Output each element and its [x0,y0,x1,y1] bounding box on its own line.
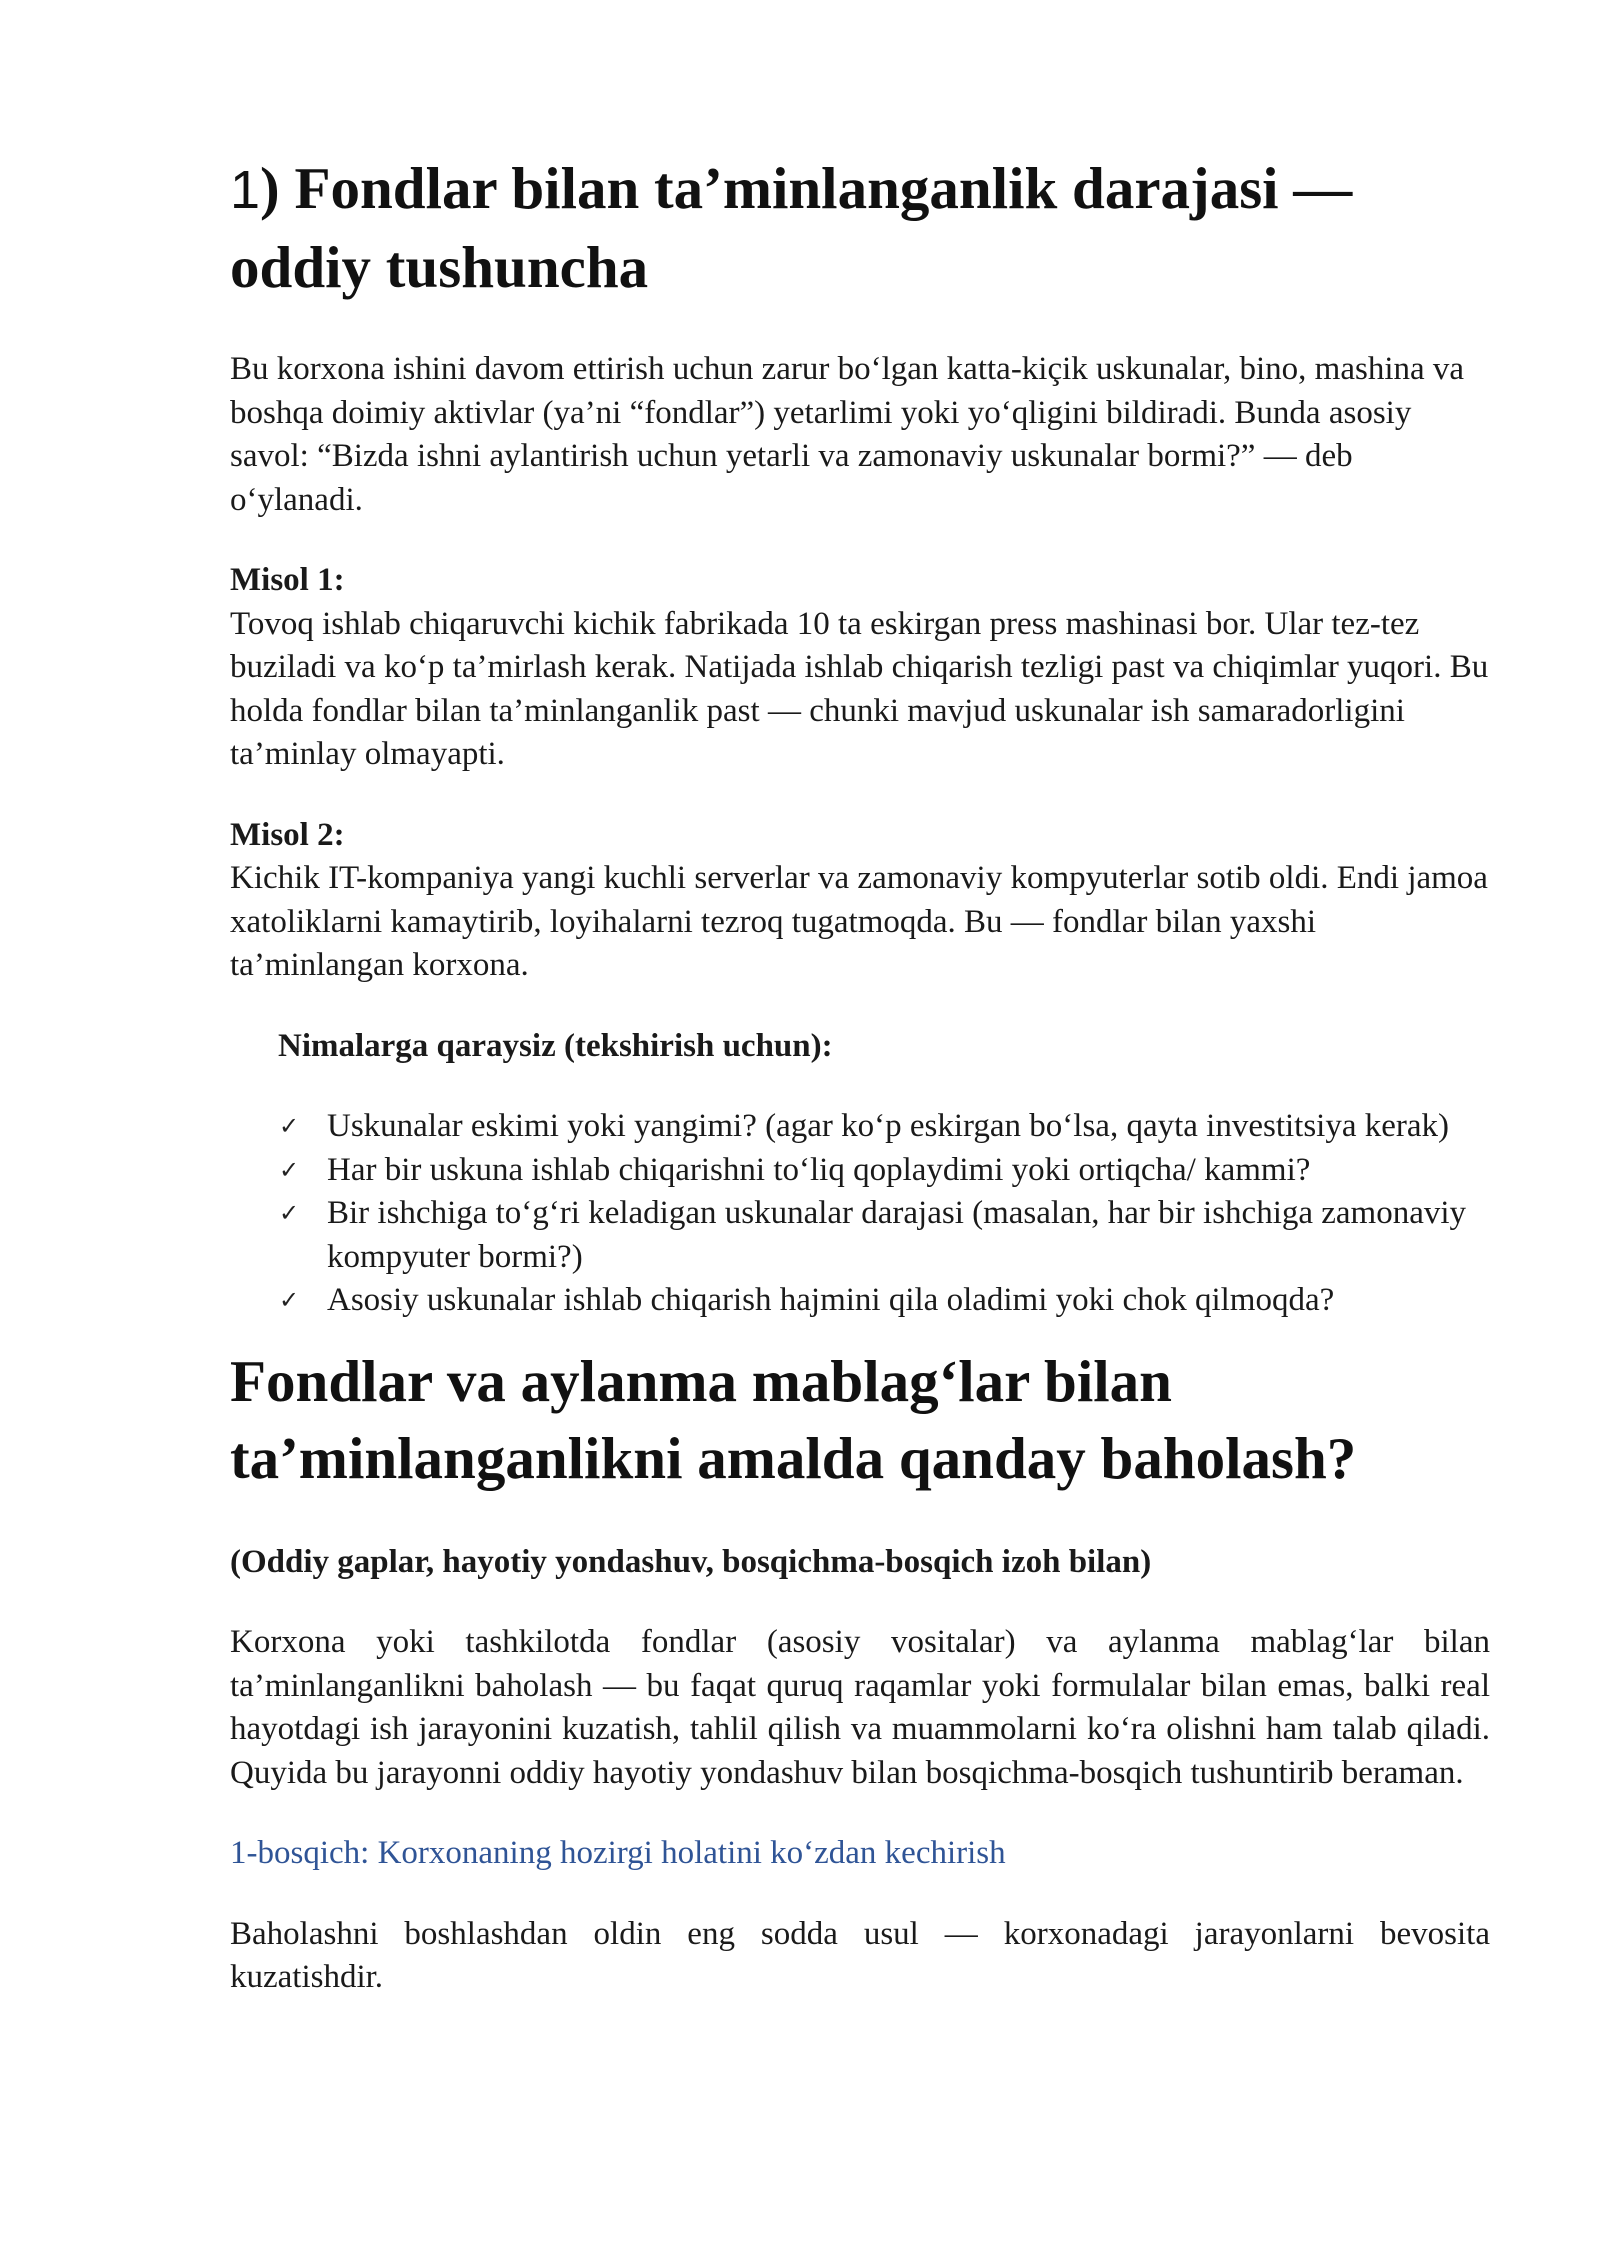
section1-title-text: ) Fondlar bilan ta’minlanganlik darajasi — oddiy tushuncha [230,155,1353,300]
section2-title: Fondlar va aylanma mablag‘lar bilan ta’minlanganlikni amalda qanday baholash? [230,1347,1357,1491]
section1-intro: Bu korxona ishini davom ettirish uchun zarur bo‘lgan katta-kiçik uskunalar, bino, mashina va boshqa doimiy aktivlar (ya’ni “fondlar”) yetarlimi yoki yo‘qligini bildiradi. Bunda asosiy savol: “Bizda ishni aylantirish uchun yetarli va zamonaviy uskunalar bormi?” — deb o‘ylanadi. [230,351,1465,518]
step1-text: Baholashni boshlashdan oldin eng sodda usul — korxonadagi jarayonlarni bevosita kuzatishdir. [230,1915,1490,1995]
section2-subtitle: (Oddiy gaplar, hayotiy yondashuv, bosqichma-bosqich izoh bilan) [230,1543,1152,1580]
example1-block [230,559,1490,777]
checklist-item-text: Asosiy uskunalar ishlab chiqarish hajmini qila oladimi yoki chok qilmoqda? [327,1282,1335,1318]
document-page [230,150,1490,2000]
checklist-heading: Nimalarga qaraysiz (tekshirish uchun): [278,1027,833,1064]
checklist-item-text: Uskunalar eskimi yoki yangimi? (agar ko‘p eskirgan bo‘lsa, qayta investitsiya kerak) [327,1108,1449,1144]
example1-label: Misol 1: [230,562,345,598]
checklist [230,1105,1490,1323]
step1-heading: 1-bosqich: Korxonaning hozirgi holatini ko‘zdan kechirish [230,1835,1006,1871]
section2-intro: Korxona yoki tashkilotda fondlar (asosiy vositalar) va aylanma mablag‘lar bilan ta’minlanganlikni baholash — bu faqat quruq raqamlar yoki formulalar bilan emas, balki real hayotdagi ish jarayonini kuzatish, tahlil qilish va muammolarni ko‘ra olishni ham talab qiladi. Quyida bu jarayonni oddiy hayotiy yondashuv bilan bosqichma-bosqich tushuntirib beraman. [230,1624,1490,1791]
example1-text: Tovoq ishlab chiqaruvchi kichik fabrikada 10 ta eskirgan press mashinasi bor. Ular tez-tez buziladi va ko‘p ta’mirlash kerak. Natijada ishlab chiqarish tezligi past va chiqimlar yuqori. Bu holda fondlar bilan ta’minlanganlik past — chunki mavjud uskunalar ish samaradorligini ta’minlay olmayapti. [230,605,1489,772]
section1-title [230,150,1490,306]
example2-label: Misol 2: [230,816,345,853]
check-icon: ✓ [279,1286,300,1314]
check-icon: ✓ [279,1112,300,1140]
check-icon: ✓ [279,1155,300,1184]
checklist-item [230,1149,1490,1193]
checklist-item [230,1192,1490,1279]
checklist-item-text: Har bir uskuna ishlab chiqarishni to‘liq qoplaydimi yoki ortiqcha/ kammi? [327,1151,1311,1188]
checklist-item-text: Bir ishchiga to‘g‘ri keladigan uskunalar darajasi (masalan, har bir ishchiga zamonaviy kompyuter bormi?) [327,1195,1467,1275]
example2-text: Kichik IT-kompaniya yangi kuchli serverlar va zamonaviy kompyuterlar sotib oldi. Endi jamoa xatoliklarni kamaytirib, loyihalarni tezroq tugatmoqda. Bu — fondlar bilan yaxshi ta’minlangan korxona. [230,860,1488,983]
example2-block [230,814,1490,988]
section1-number: 1 [230,160,261,220]
checklist-item [230,1279,1490,1323]
check-icon: ✓ [279,1199,300,1227]
checklist-item [230,1105,1490,1149]
